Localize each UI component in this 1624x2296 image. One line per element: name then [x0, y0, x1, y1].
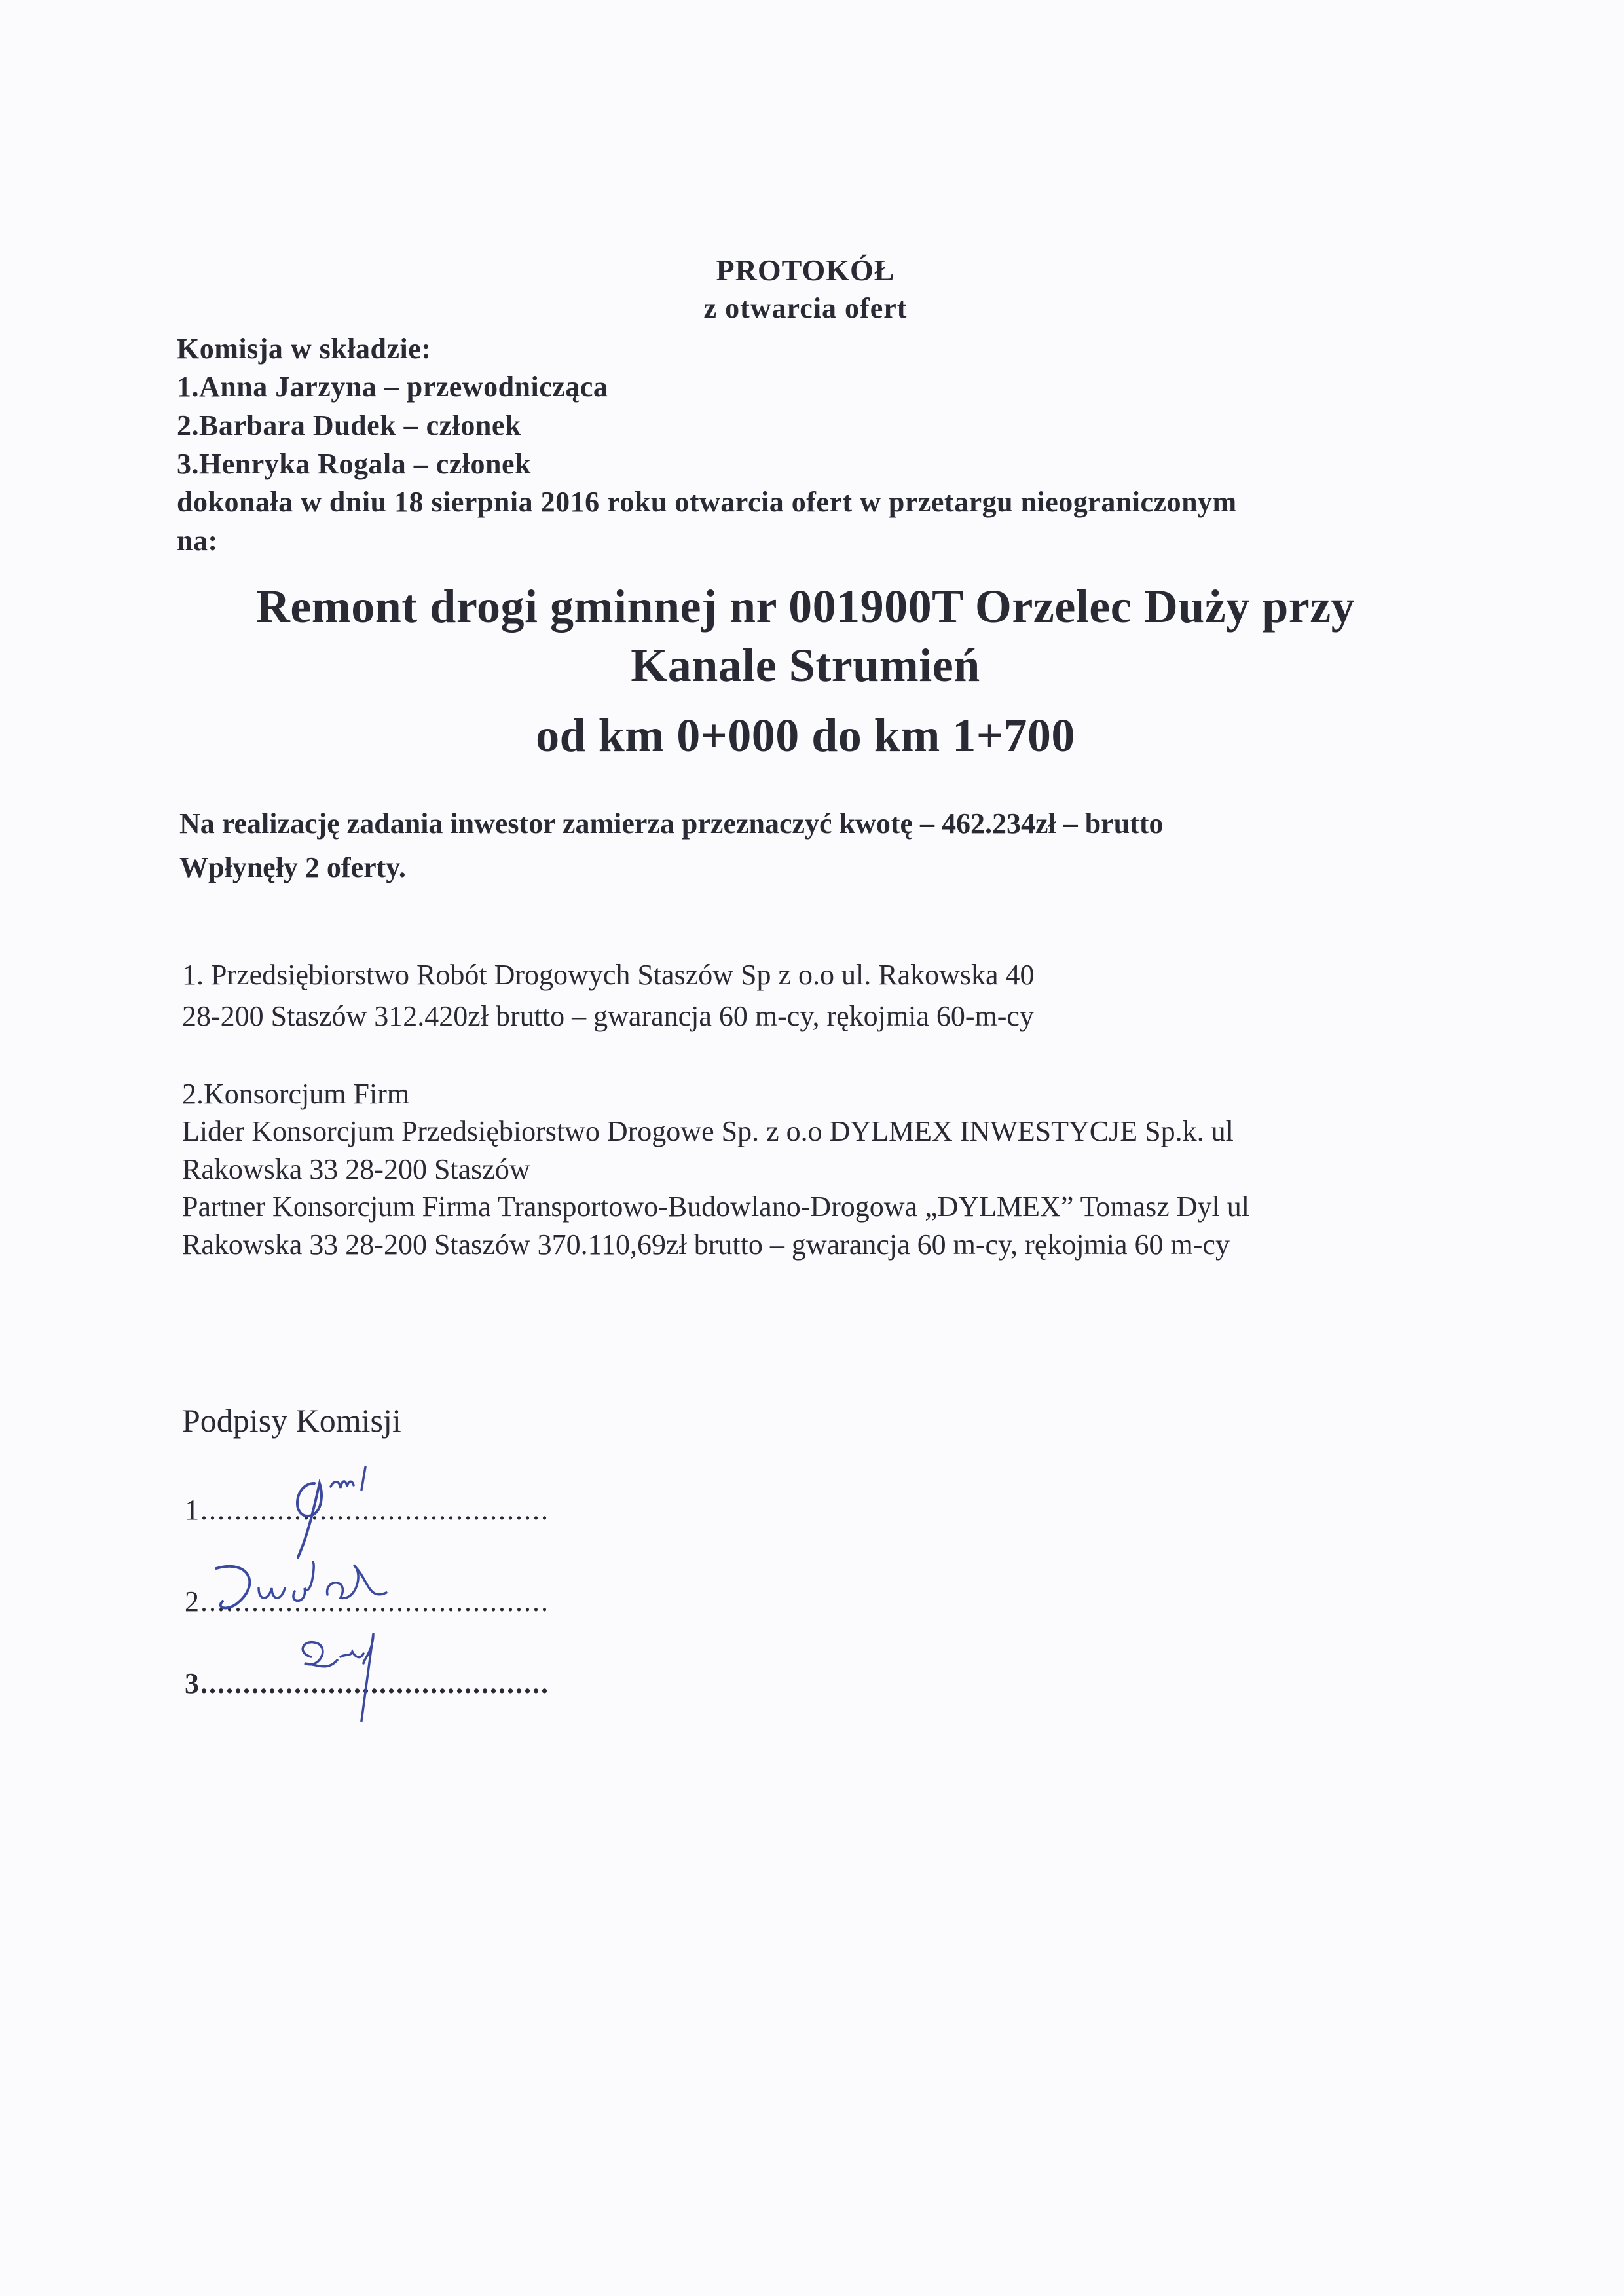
signature-line-1: 1.........................................	[185, 1494, 549, 1526]
offer-2-line-5: Rakowska 33 28-200 Staszów 370.110,69zł brutto – gwarancja 60 m-cy, rękojmia 60 m-cy	[182, 1229, 1230, 1261]
offers-count: Wpłynęły 2 oferty.	[179, 851, 406, 883]
offer-2-line-1: 2.Konsorcjum Firm	[182, 1078, 410, 1110]
committee-member-1: 1.Anna Jarzyna – przewodnicząca	[177, 371, 608, 403]
offer-2-line-3: Rakowska 33 28-200 Staszów	[182, 1153, 530, 1185]
signature-line-3: 3.........................................	[185, 1667, 549, 1699]
subject-line-2: Kanale Strumień	[631, 639, 980, 692]
signature-line-2: 2.........................................	[185, 1585, 549, 1618]
handwritten-signature-1	[268, 1460, 399, 1559]
document-subtitle: z otwarcia ofert	[703, 292, 908, 324]
offer-1-line-1: 1. Przedsiębiorstwo Robót Drogowych Staszów Sp z o.o ul. Rakowska 40	[182, 959, 1035, 991]
offer-2-line-4: Partner Konsorcjum Firma Transportowo-Budowlano-Drogowa „DYLMEX” Tomasz Dyl ul	[182, 1191, 1249, 1223]
signatures-heading: Podpisy Komisji	[182, 1402, 401, 1439]
handwritten-signature-3	[275, 1624, 406, 1722]
document-title: PROTOKÓŁ	[716, 253, 895, 287]
subject-line-3: od km 0+000 do km 1+700	[536, 709, 1075, 762]
offer-1-line-2: 28-200 Staszów 312.420zł brutto – gwarancja 60 m-cy, rękojmia 60-m-cy	[182, 1000, 1034, 1032]
committee-intro: Komisja w składzie:	[177, 333, 432, 365]
committee-member-3: 3.Henryka Rogala – członek	[177, 448, 531, 480]
committee-statement: dokonała w dniu 18 sierpnia 2016 roku otwarcia ofert w przetargu nieograniczonym	[177, 486, 1237, 518]
committee-member-2: 2.Barbara Dudek – członek	[177, 409, 521, 441]
handwritten-signature-2	[196, 1552, 419, 1624]
offer-2-line-2: Lider Konsorcjum Przedsiębiorstwo Drogowe Sp. z o.o DYLMEX INWESTYCJE Sp.k. ul	[182, 1115, 1234, 1147]
committee-statement-cont: na:	[177, 525, 218, 557]
subject-line-1: Remont drogi gminnej nr 001900T Orzelec Duży przy	[255, 580, 1356, 633]
budget-line: Na realizację zadania inwestor zamierza przeznaczyć kwotę – 462.234zł – brutto	[179, 807, 1164, 840]
